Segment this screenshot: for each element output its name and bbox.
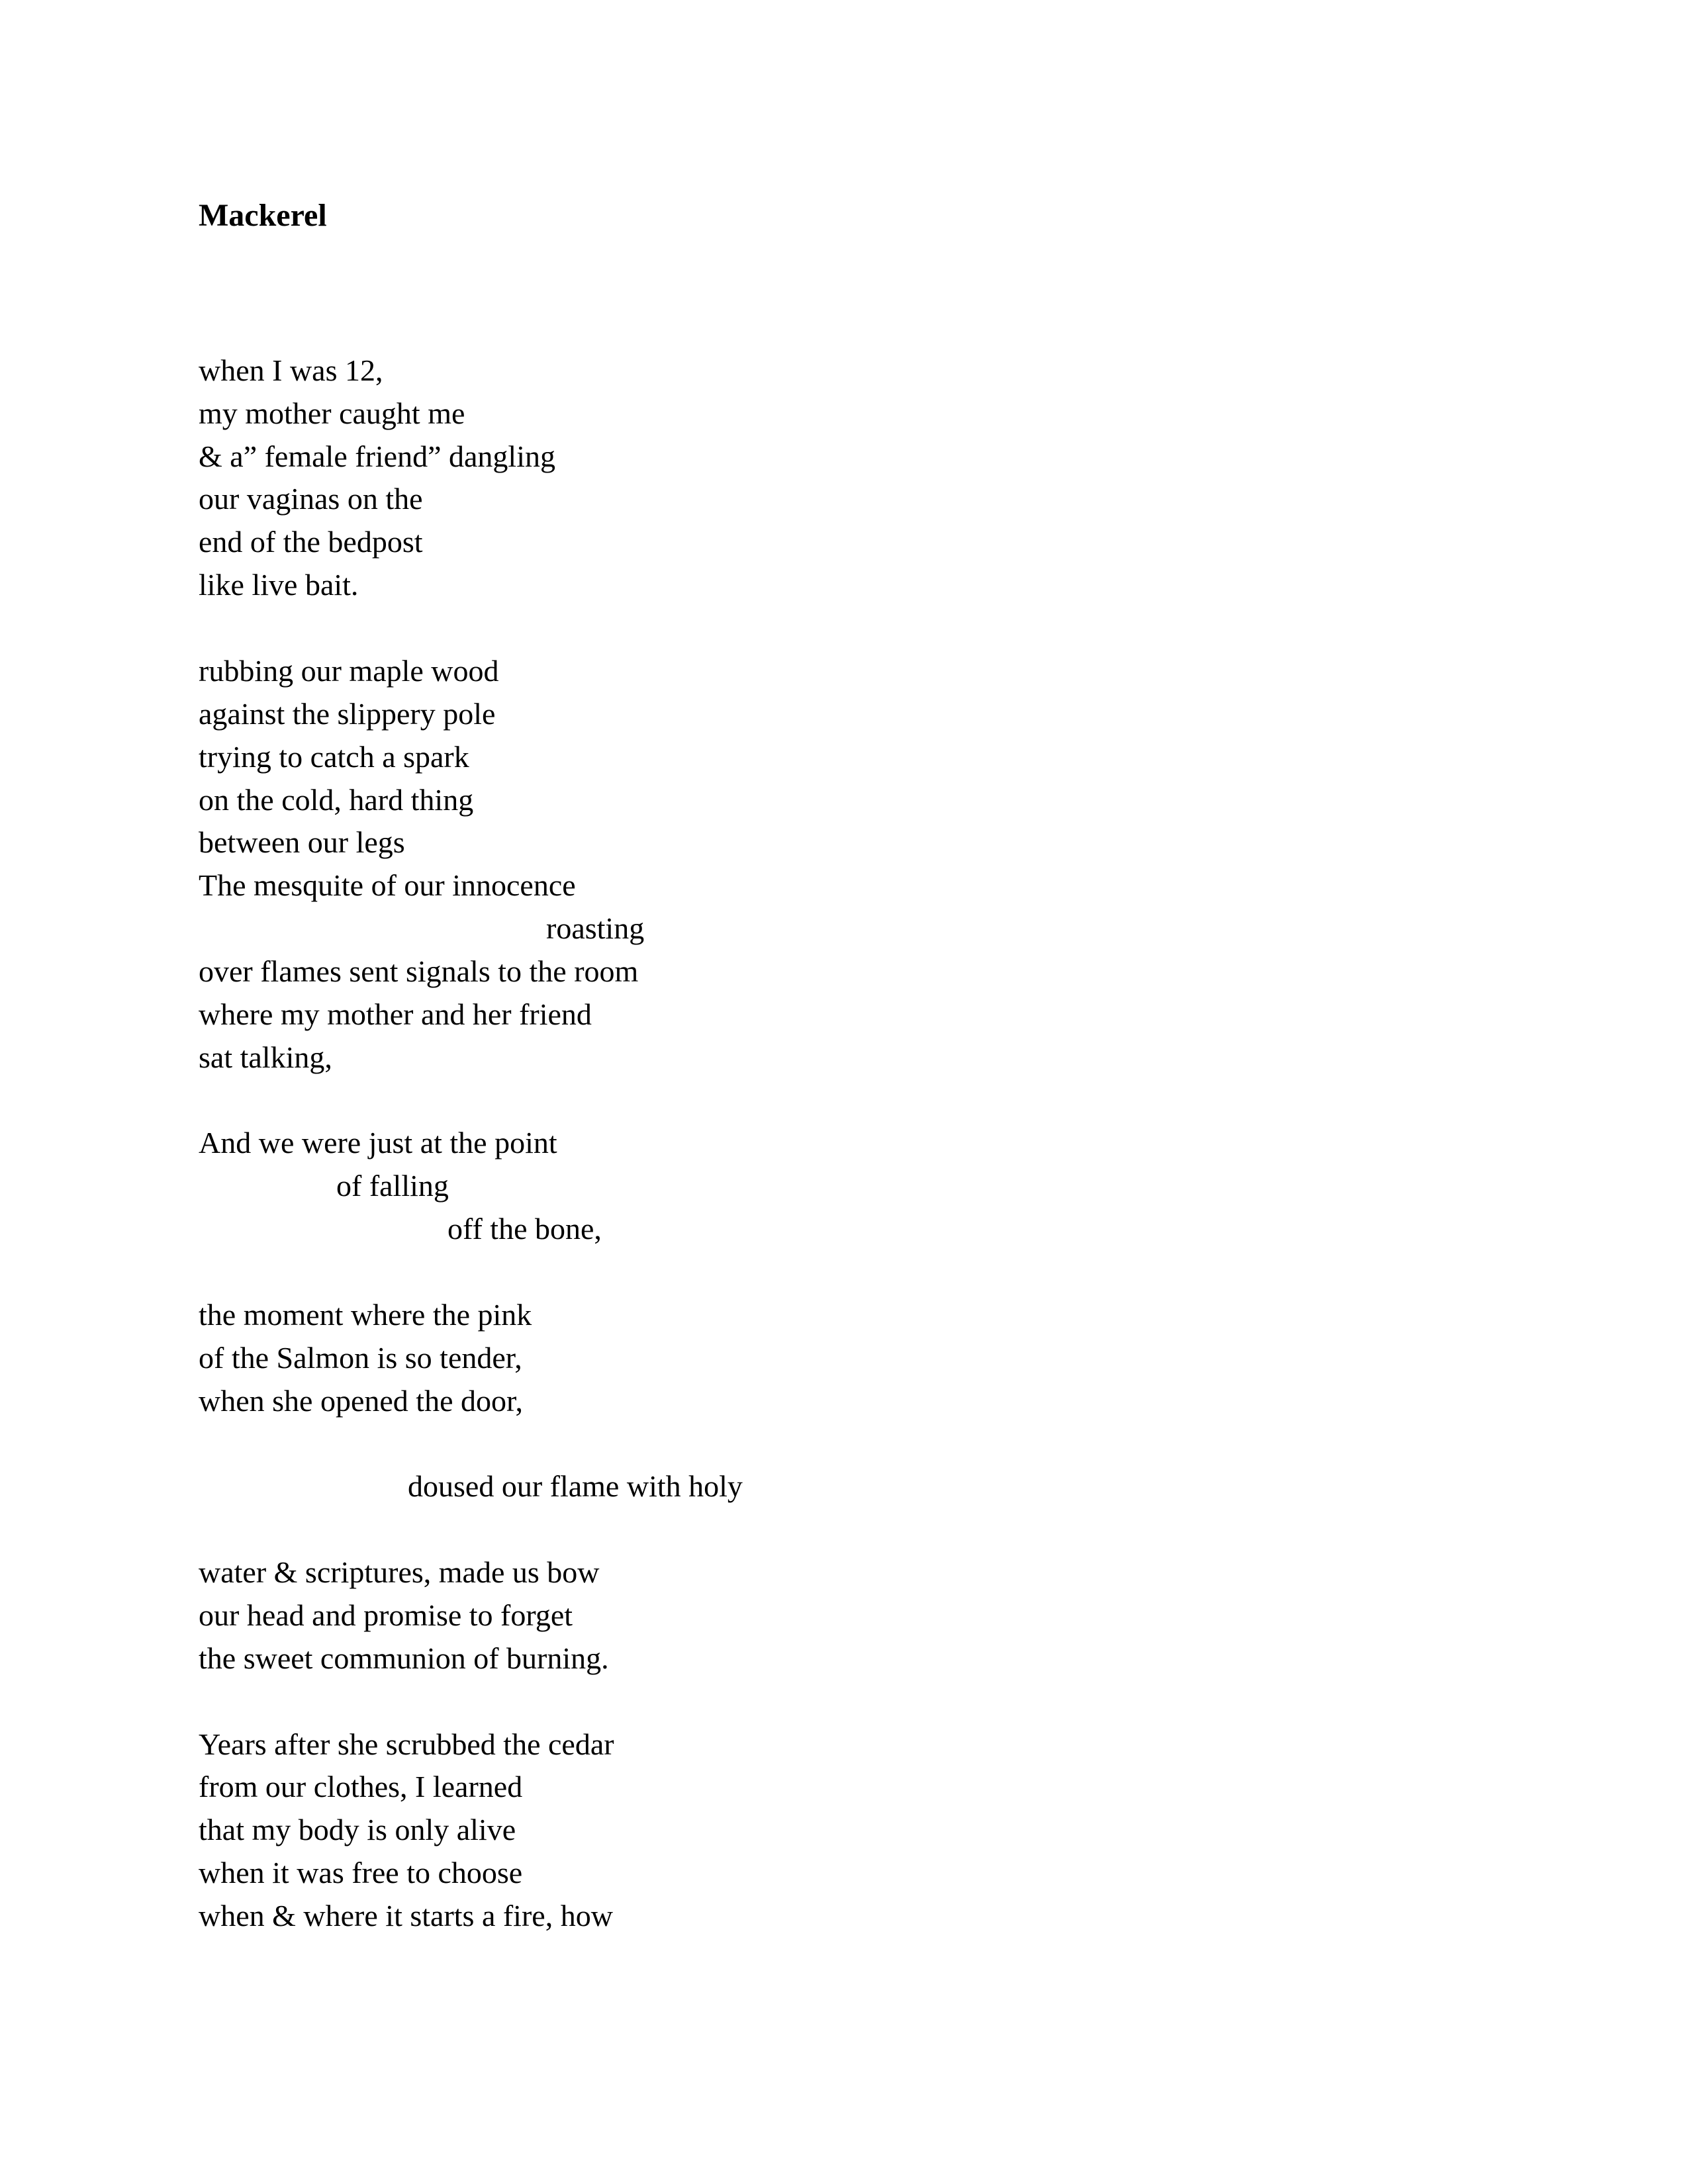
poem-line: the sweet communion of burning. [199, 1641, 609, 1675]
poem-line: that my body is only alive [199, 1813, 516, 1846]
poem-line: the moment where the pink [199, 1298, 532, 1332]
poem-line: rubbing our maple wood [199, 654, 499, 688]
poem-line: doused our flame with holy [408, 1469, 743, 1503]
poem-line: our vaginas on the [199, 482, 423, 516]
poem-line: on the cold, hard thing [199, 783, 474, 817]
poem-line: between our legs [199, 825, 405, 859]
poem-line: over flames sent signals to the room [199, 954, 639, 988]
poem-line: when & where it starts a fire, how [199, 1899, 613, 1933]
poem-line: of falling [336, 1169, 449, 1203]
poem-line: sat talking, [199, 1040, 332, 1074]
poem-line: of the Salmon is so tender, [199, 1341, 522, 1375]
poem-body [199, 0, 1523, 2184]
poem-line: off the bone, [447, 1212, 602, 1246]
poem-line: where my mother and her friend [199, 997, 592, 1031]
poem-line: our head and promise to forget [199, 1598, 573, 1632]
poem-line: & a” female friend” dangling [199, 439, 555, 473]
poem-line: when I was 12, [199, 353, 383, 387]
poem-line: from our clothes, I learned [199, 1770, 523, 1803]
poem-line: The mesquite of our innocence [199, 868, 576, 902]
poem-line: my mother caught me [199, 396, 465, 430]
poem-line: Years after she scrubbed the cedar [199, 1727, 614, 1761]
poem-line: And we were just at the point [199, 1126, 557, 1160]
poem-line: when it was free to choose [199, 1856, 523, 1889]
poem-line: trying to catch a spark [199, 740, 469, 774]
poem-line: water & scriptures, made us bow [199, 1555, 600, 1589]
poem-line: against the slippery pole [199, 697, 496, 731]
poem-line: like live bait. [199, 568, 359, 602]
poem-line: end of the bedpost [199, 525, 423, 559]
poem-line: roasting [546, 911, 645, 945]
poem-line: when she opened the door, [199, 1384, 523, 1418]
poem-title: Mackerel [199, 198, 327, 233]
